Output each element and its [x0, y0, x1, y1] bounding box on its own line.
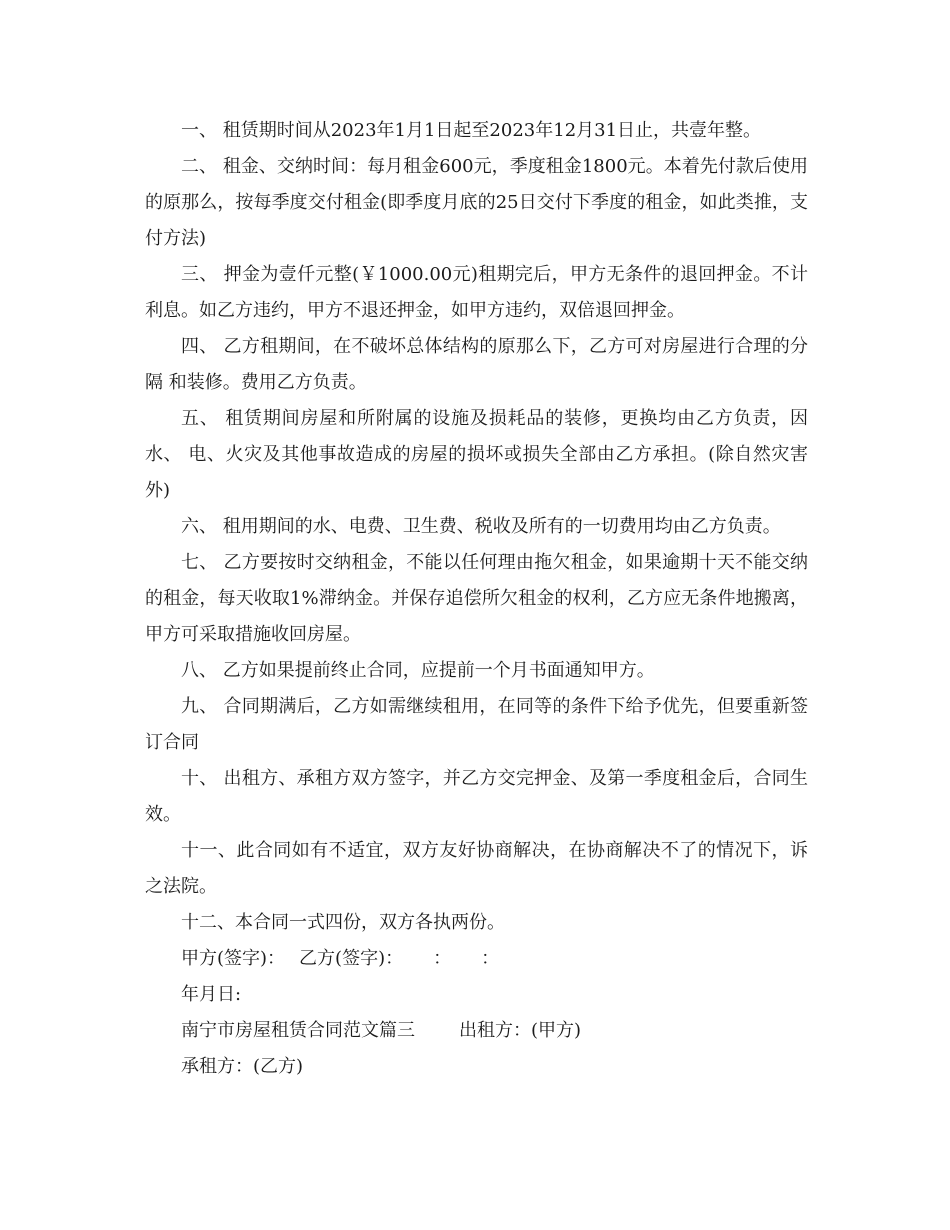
- clause-10: 十、 出租方、承租方双方签字，并乙方交完押金、及第一季度租金后，合同生效。: [145, 768, 808, 825]
- clause-7: 七、 乙方要按时交纳租金，不能以任何理由拖欠租金，如果逾期十天不能交纳的租金，每天收取1%滞纳金。并保存追偿所欠租金的权利，乙方应无条件地搬离，甲方可采取措施收回房屋。: [145, 552, 808, 645]
- next-contract-title: 南宁市房屋租赁合同范文篇三: [181, 1020, 415, 1041]
- clause-6: 六、 租用期间的水、电费、卫生费、税收及所有的一切费用均由乙方负责。: [181, 516, 781, 537]
- clause-8: 八、 乙方如果提前终止合同，应提前一个月书面通知甲方。: [181, 660, 655, 681]
- clause-2: 二、 租金、交纳时间：每月租金600元，季度租金1800元。本着先付款后使用的原那么，按每季度交付租金(即季度月底的25日交付下季度的租金，如此类推，支付方法): [145, 156, 808, 249]
- lessor-label: 出租方：(甲方): [459, 1020, 582, 1041]
- clause-9: 九、 合同期满后，乙方如需继续租用，在同等的条件下给予优先，但要重新签 订合同: [145, 696, 808, 753]
- signature-colon-2: ：: [481, 948, 500, 969]
- contract-body: [145, 113, 808, 1085]
- lessee-label: 承租方：(乙方): [181, 1056, 304, 1077]
- party-a-signature: 甲方(签字)：: [181, 948, 286, 969]
- clause-1: 一、 租赁期时间从2023年1月1日起至2023年12月31日止，共壹年整。: [181, 120, 762, 141]
- clause-12: 十二、本合同一式四份，双方各执两份。: [181, 912, 505, 933]
- clause-3: 三、 押金为壹仟元整(￥1000.00元)租期完后，甲方无条件的退回押金。不计利息。如乙方违约，甲方不退还押金，如甲方违约，双倍退回押金。: [145, 264, 808, 321]
- signature-line: [145, 941, 808, 977]
- clause-11: 十一、此合同如有不适宜，双方友好协商解决，在协商解决不了的情况下，诉 之法院。: [145, 840, 808, 897]
- clause-5: 五、 租赁期间房屋和所附属的设施及损耗品的装修，更换均由乙方负责，因水、 电、火灾及其他事故造成的房屋的损坏或损失全部由乙方承担。(除自然灾害外): [145, 408, 808, 501]
- clause-4: 四、 乙方租期间，在不破坏总体结构的原那么下，乙方可对房屋进行合理的分隔 和装修。费用乙方负责。: [145, 336, 808, 393]
- party-b-signature: 乙方(签字)：: [299, 948, 404, 969]
- date-line: 年月日:: [181, 984, 242, 1005]
- next-contract-line: [145, 1013, 808, 1049]
- signature-colon-1: ：: [433, 948, 452, 969]
